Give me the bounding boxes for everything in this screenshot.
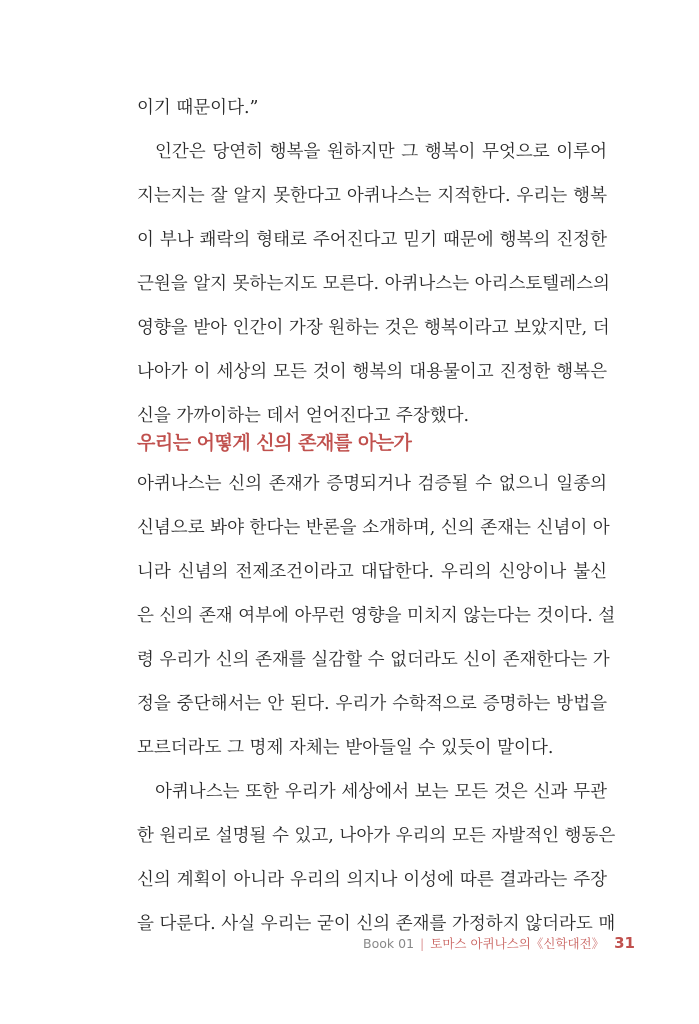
text-line: 을 다룬다. 사실 우리는 굳이 신의 존재를 가정하지 않더라도 매 (137, 914, 616, 934)
text-line: 인간은 당연히 행복을 원하지만 그 행복이 무엇으로 이루어 (155, 142, 607, 162)
text-line: 나아가 이 세상의 모든 것이 행복의 대용물이고 진정한 행복은 (137, 362, 607, 382)
text-line: 근원을 알지 못하는지도 모른다. 아퀴나스는 아리스토텔레스의 (137, 274, 610, 294)
paragraph-1 (137, 86, 607, 130)
footer-separator: | (420, 935, 425, 951)
text-line: 모르더라도 그 명제 자체는 받아들일 수 있듯이 말이다. (137, 738, 554, 758)
text-line: 이 부나 쾌락의 형태로 주어진다고 믿기 때문에 행복의 진정한 (137, 230, 607, 250)
text-line: 신념으로 봐야 한다는 반론을 소개하며, 신의 존재는 신념이 아 (137, 518, 610, 538)
text-line: 영향을 받아 인간이 가장 원하는 것은 행복이라고 보았지만, 더 (137, 318, 610, 338)
page-number: 31 (614, 934, 635, 952)
paragraph-4 (137, 770, 616, 946)
text-line: 신의 계획이 아니라 우리의 의지나 이성에 따른 결과라는 주장 (137, 870, 607, 890)
text-line: 신을 가까이하는 데서 얻어진다고 주장했다. (137, 406, 470, 426)
text-line: 정을 중단해서는 안 된다. 우리가 수학적으로 증명하는 방법을 (137, 694, 607, 714)
paragraph-3 (137, 462, 616, 770)
text-line: 이기 때문이다.” (137, 98, 259, 118)
paragraph-2 (137, 130, 610, 438)
text-line: 아퀴나스는 신의 존재가 증명되거나 검증될 수 없으니 일종의 (137, 474, 607, 494)
text-line: 한 원리로 설명될 수 있고, 나아가 우리의 모든 자발적인 행동은 (137, 826, 616, 846)
text-line: 령 우리가 신의 존재를 실감할 수 없더라도 신이 존재한다는 가 (137, 650, 610, 670)
footer-book-label: Book 01 (363, 935, 415, 951)
text-line: 니라 신념의 전제조건이라고 대답한다. 우리의 신앙이나 불신 (137, 562, 607, 582)
text-line: 아퀴나스는 또한 우리가 세상에서 보는 모든 것은 신과 무관 (155, 782, 607, 802)
text-line: 지는지는 잘 알지 못한다고 아퀴나스는 지적한다. 우리는 행복 (137, 186, 607, 206)
section-heading: 우리는 어떻게 신의 존재를 아는가 (137, 432, 412, 454)
page-footer (363, 934, 635, 952)
text-line: 은 신의 존재 여부에 아무런 영향을 미치지 않는다는 것이다. 설 (137, 606, 616, 626)
footer-book-title: 토마스 아퀴나스의《신학대전》 (430, 936, 605, 951)
